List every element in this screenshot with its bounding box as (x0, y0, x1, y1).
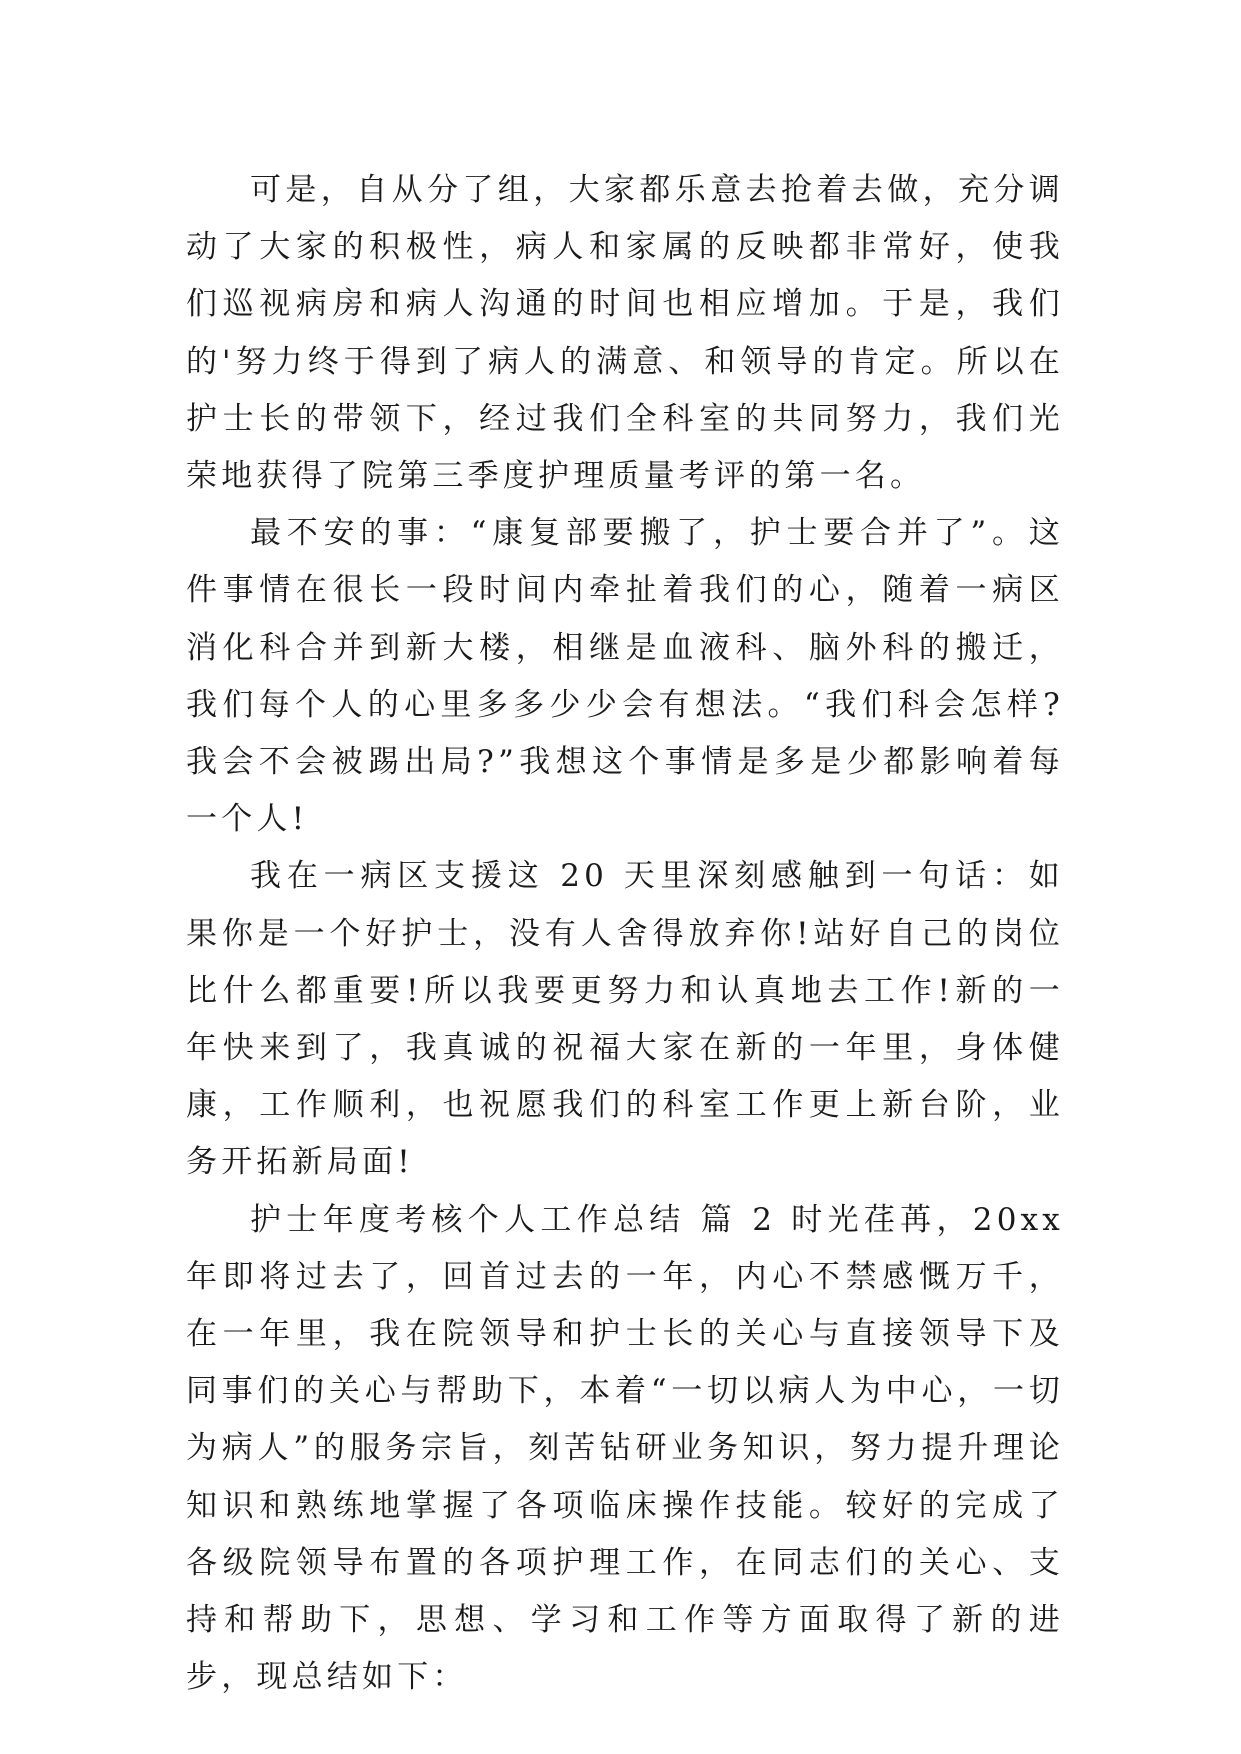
paragraph-most-uneasy-event: 最不安的事：“康复部要搬了，护士要合并了”。这件事情在很长一段时间内牵扯着我们的心，随着一病区消化科合并到新大楼，相继是血液科、脑外科的搬迁，我们每个人的心里多多少少会有想法。“我们科会怎样?我会不会被踢出局?”我想这个事情是多是少都影响着每一个人! (186, 515, 1064, 838)
paragraph-support-experience: 我在一病区支援这 20 天里深刻感触到一句话：如果你是一个好护士，没有人舍得放弃你!站好自己的岗位比什么都重要!所以我要更努力和认真地去工作!新的一年快来到了，我真诚的祝福大家在新的一年里，身体健康，工作顺利，也祝愿我们的科室工作更上新台阶，业务开拓新局面! (186, 858, 1064, 1181)
document-body (186, 162, 1064, 1706)
paragraph-division-of-groups: 可是，自从分了组，大家都乐意去抢着去做，充分调动了大家的积极性，病人和家属的反映都非常好，使我们巡视病房和病人沟通的时间也相应增加。于是，我们的'努力终于得到了病人的满意、和领导的肯定。所以在护士长的带领下，经过我们全科室的共同努力，我们光荣地获得了院第三季度护理质量考评的第一名。 (186, 172, 1064, 495)
paragraph-annual-summary-part-2: 护士年度考核个人工作总结 篇 2 时光荏苒，20xx 年即将过去了，回首过去的一年，内心不禁感慨万千，在一年里，我在院领导和护士长的关心与直接领导下及同事们的关心与帮助下，本着“一切以病人为中心，一切为病人”的服务宗旨，刻苦钻研业务知识，努力提升理论知识和熟练地掌握了各项临床操作技能。较好的完成了各级院领导布置的各项护理工作，在同志们的关心、支持和帮助下，思想、学习和工作等方面取得了新的进步，现总结如下： (186, 1201, 1064, 1696)
